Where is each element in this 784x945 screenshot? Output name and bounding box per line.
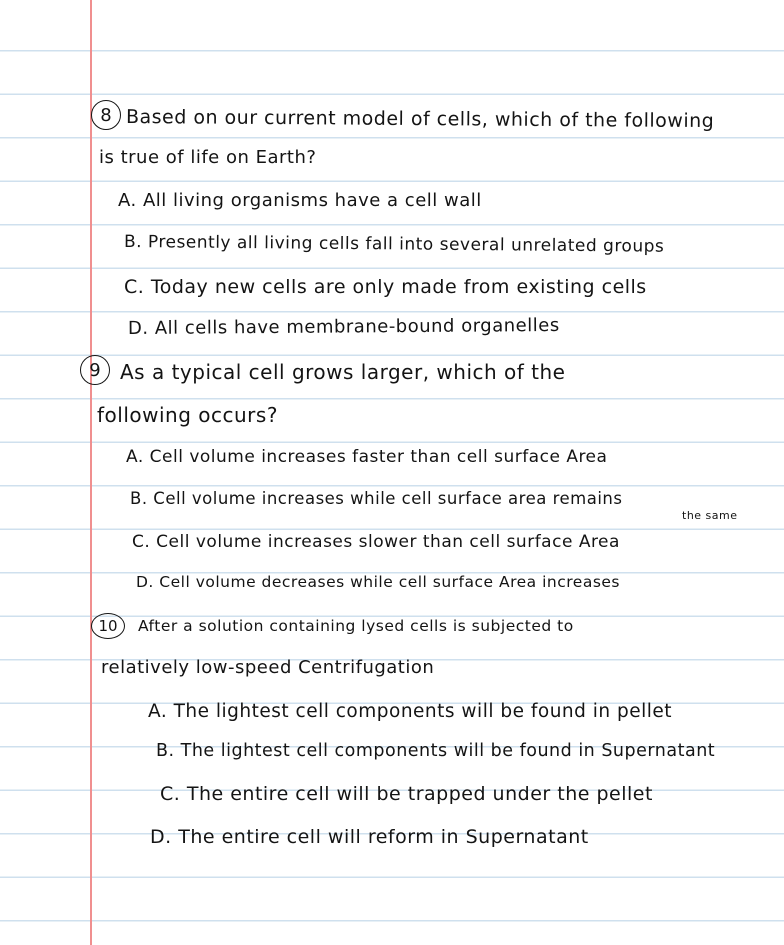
question-9-option-d: D. Cell volume decreases while cell surface Area increases [136,573,621,591]
question-9-option-a: A. Cell volume increases faster than cell surface Area [126,447,608,467]
question-number-10: 10 [91,613,125,639]
question-10-option-d: D. The entire cell will reform in Supernatant [150,826,589,848]
question-10-stem-line-2: relatively low-speed Centrifugation [101,657,435,678]
question-9-option-c: C. Cell volume increases slower than cell surface Area [132,532,620,552]
question-9-option-b: B. Cell volume increases while cell surface area remains [130,489,623,508]
question-8-option-b: B. Presently all living cells fall into several unrelated groups [123,232,665,257]
question-number-8: 8 [91,100,121,130]
margin-line [90,0,92,945]
question-10-option-c: C. The entire cell will be trapped under the pellet [160,783,653,805]
question-9-stem-line-1: As a typical cell grows larger, which of the [120,360,566,384]
question-8-option-a: A. All living organisms have a cell wall [118,190,482,211]
question-10-stem-line-1: After a solution containing lysed cells is subjected to [138,617,574,635]
question-8-stem-line-2: is true of life on Earth? [99,147,317,168]
question-10-option-a: A. The lightest cell components will be found in pellet [148,701,673,722]
question-number-9: 9 [80,355,110,385]
question-9-stem-line-2: following occurs? [97,403,278,427]
question-10-option-b: B. The lightest cell components will be found in Supernatant [156,741,716,761]
question-8-option-c: C. Today new cells are only made from existing cells [124,276,647,298]
question-9-option-b-continuation: the same [682,509,738,522]
question-8-stem-line-1: Based on our current model of cells, which of the following [125,106,715,133]
question-8-option-d: D. All cells have membrane-bound organelles [127,314,560,339]
